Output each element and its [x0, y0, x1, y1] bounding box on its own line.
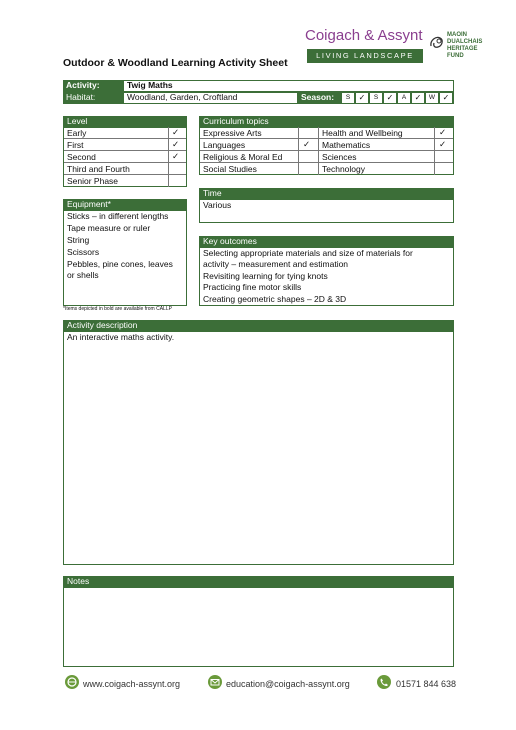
level-first: First [67, 140, 84, 150]
level-second: Second [67, 152, 96, 162]
outcome-item: Selecting appropriate materials and size of materials for [203, 248, 413, 258]
equipment-item: or shells [67, 270, 99, 280]
topic-sciences: Sciences [322, 152, 357, 162]
web-icon [65, 675, 79, 689]
time-box [199, 199, 454, 223]
equipment-item: Pebbles, pine cones, leaves [67, 259, 173, 269]
notes-header: Notes [63, 576, 454, 587]
page-title: Outdoor & Woodland Learning Activity Sheet [63, 57, 288, 69]
topic-mathematics-check: ✓ [439, 139, 447, 149]
description-box [63, 331, 454, 565]
equipment-item: Tape measure or ruler [67, 223, 151, 233]
topic-mathematics: Mathematics [322, 140, 371, 150]
topic-health-wellbeing-check: ✓ [439, 127, 447, 137]
brand-name: Coigach & Assynt [305, 27, 423, 44]
topic-religious-moral: Religious & Moral Ed [203, 152, 283, 162]
equipment-footnote: *Items depicted in bold are available from CALLP [63, 306, 172, 312]
topic-expressive-arts: Expressive Arts [203, 128, 262, 138]
season-autumn-letter: A [398, 93, 410, 103]
equipment-item: Scissors [67, 247, 100, 257]
brand-logo [305, 27, 425, 69]
level-early-check: ✓ [172, 127, 180, 137]
equipment-item: Sticks – in different lengths [67, 211, 169, 221]
level-third-fourth: Third and Fourth [67, 164, 130, 174]
level-early: Early [67, 128, 87, 138]
season-spring-check: ✓ [356, 93, 368, 103]
topic-health-wellbeing: Health and Wellbeing [322, 128, 403, 138]
footer-phone[interactable]: 01571 844 638 [396, 679, 457, 689]
season-boxes [342, 93, 453, 103]
brand-subtitle-bar: LIVING LANDSCAPE [307, 49, 423, 63]
outcomes-header: Key outcomes [199, 236, 454, 247]
outcome-item: Revisiting learning for tying knots [203, 271, 328, 281]
habitat-label: Habitat: [66, 92, 96, 102]
description-header: Activity description [63, 320, 454, 331]
habitat-value: Woodland, Garden, Croftland [127, 92, 238, 102]
description-text: An interactive maths activity. [67, 332, 175, 342]
season-label: Season: [301, 92, 335, 102]
lottery-hand-icon [428, 32, 446, 52]
topic-languages: Languages [203, 140, 246, 150]
outcome-item: activity – measurement and estimation [203, 259, 349, 269]
heritage-fund-text: MAOIN DUALCHAIS HERITAGE FUND [447, 32, 483, 59]
time-value: Various [203, 200, 232, 210]
footer-email-link[interactable]: education@coigach-assynt.org [226, 679, 350, 689]
level-second-check: ✓ [172, 151, 180, 161]
season-summer-check: ✓ [384, 93, 396, 103]
level-first-check: ✓ [172, 139, 180, 149]
outcome-item: Practicing fine motor skills [203, 282, 302, 292]
activity-value: Twig Maths [127, 80, 173, 90]
equipment-item: String [67, 235, 90, 245]
season-winter-letter: W [426, 93, 438, 103]
season-winter-check: ✓ [440, 93, 452, 103]
topic-technology: Technology [322, 164, 366, 174]
season-spring-letter: S [342, 93, 354, 103]
time-header: Time [199, 188, 454, 199]
curriculum-header: Curriculum topics [199, 116, 454, 127]
season-summer-letter: S [370, 93, 382, 103]
topic-languages-check: ✓ [303, 139, 311, 149]
footer-website-link[interactable]: www.coigach-assynt.org [83, 679, 181, 689]
level-header: Level [63, 116, 187, 127]
phone-icon [377, 675, 391, 689]
activity-label: Activity: [66, 80, 100, 90]
level-senior: Senior Phase [67, 176, 119, 186]
notes-box [63, 587, 454, 667]
topic-social-studies: Social Studies [203, 164, 257, 174]
email-icon [208, 675, 222, 689]
season-autumn-check: ✓ [412, 93, 424, 103]
heritage-fund-logo [428, 28, 486, 68]
equipment-header: Equipment* [63, 199, 187, 210]
outcome-item: Creating geometric shapes – 2D & 3D [203, 294, 347, 304]
